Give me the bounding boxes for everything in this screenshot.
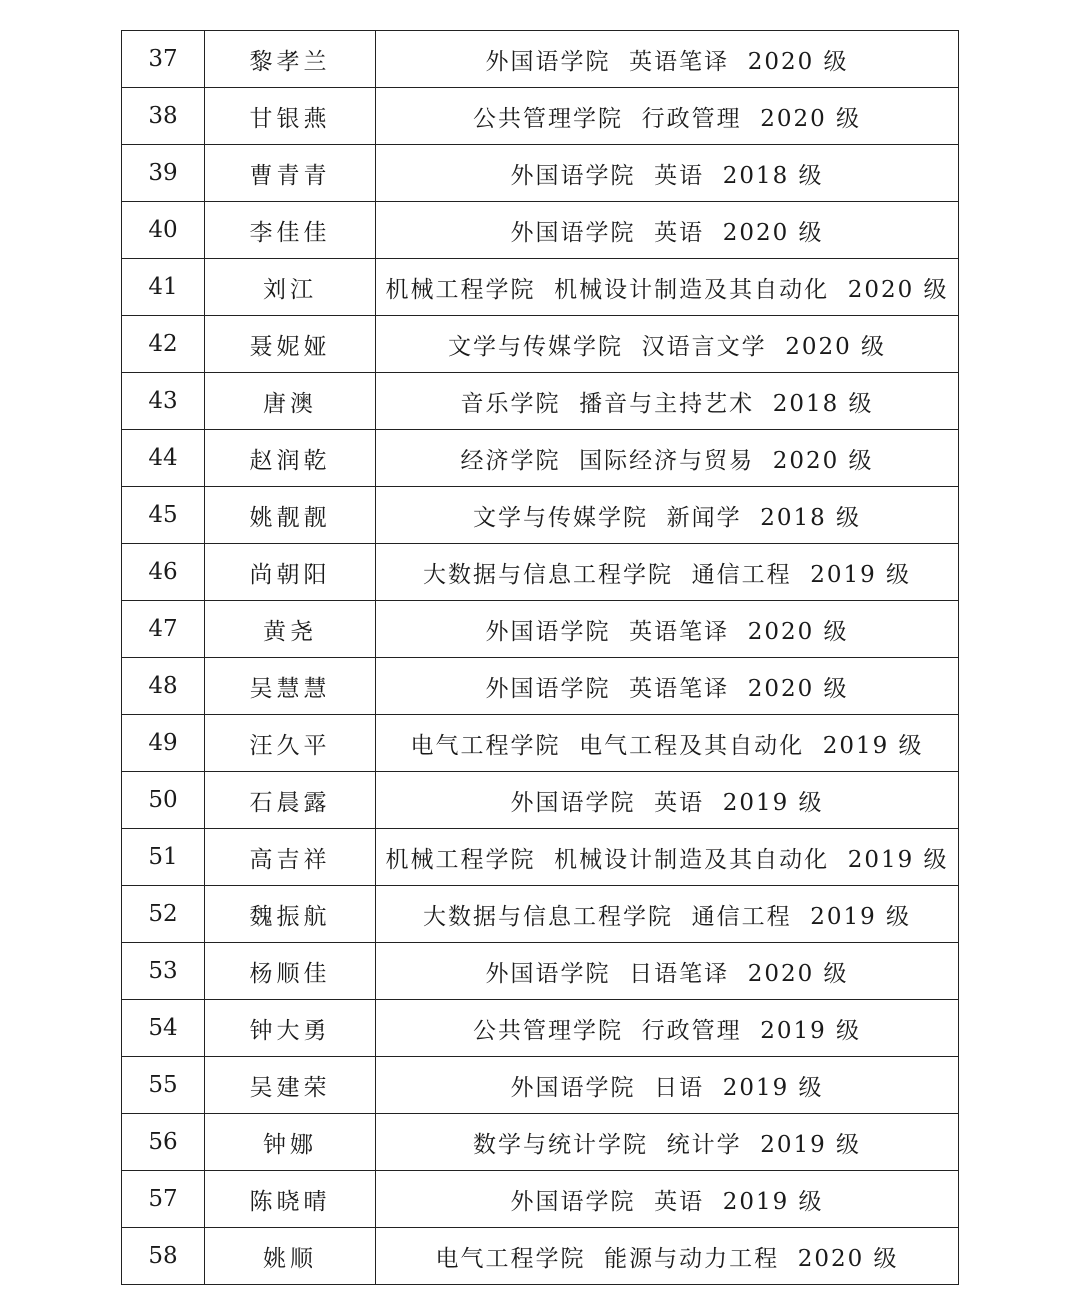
table-row (122, 373, 959, 430)
row-number-cell: 40 (122, 202, 205, 259)
row-number-cell: 46 (122, 544, 205, 601)
student-name-cell: 高吉祥 (205, 829, 376, 886)
row-number-cell: 57 (122, 1171, 205, 1228)
table-row (122, 772, 959, 829)
student-name-cell: 吴建荣 (205, 1057, 376, 1114)
student-name-cell: 曹青青 (205, 145, 376, 202)
college-major-grade-cell: 外国语学院 英语笔译 2020 级 (376, 601, 959, 658)
roster-table-body (122, 31, 959, 1285)
row-number-cell: 48 (122, 658, 205, 715)
row-number-cell: 52 (122, 886, 205, 943)
student-name-cell: 刘江 (205, 259, 376, 316)
college-major-grade-cell: 外国语学院 英语 2020 级 (376, 202, 959, 259)
student-name-cell: 钟娜 (205, 1114, 376, 1171)
row-number-cell: 37 (122, 31, 205, 88)
student-name-cell: 聂妮娅 (205, 316, 376, 373)
college-major-grade-cell: 电气工程学院 电气工程及其自动化 2019 级 (376, 715, 959, 772)
row-number-cell: 44 (122, 430, 205, 487)
student-name-cell: 吴慧慧 (205, 658, 376, 715)
college-major-grade-cell: 大数据与信息工程学院 通信工程 2019 级 (376, 886, 959, 943)
row-number-cell: 47 (122, 601, 205, 658)
student-name-cell: 汪久平 (205, 715, 376, 772)
student-name-cell: 唐澳 (205, 373, 376, 430)
row-number-cell: 51 (122, 829, 205, 886)
student-name-cell: 黄尧 (205, 601, 376, 658)
college-major-grade-cell: 外国语学院 日语笔译 2020 级 (376, 943, 959, 1000)
student-name-cell: 姚顺 (205, 1228, 376, 1285)
row-number-cell: 45 (122, 487, 205, 544)
student-name-cell: 魏振航 (205, 886, 376, 943)
table-row (122, 88, 959, 145)
college-major-grade-cell: 机械工程学院 机械设计制造及其自动化 2019 级 (376, 829, 959, 886)
table-row (122, 544, 959, 601)
table-row (122, 145, 959, 202)
table-row (122, 943, 959, 1000)
college-major-grade-cell: 文学与传媒学院 汉语言文学 2020 级 (376, 316, 959, 373)
student-name-cell: 黎孝兰 (205, 31, 376, 88)
row-number-cell: 49 (122, 715, 205, 772)
table-row (122, 1000, 959, 1057)
college-major-grade-cell: 机械工程学院 机械设计制造及其自动化 2020 级 (376, 259, 959, 316)
student-name-cell: 李佳佳 (205, 202, 376, 259)
row-number-cell: 55 (122, 1057, 205, 1114)
college-major-grade-cell: 电气工程学院 能源与动力工程 2020 级 (376, 1228, 959, 1285)
table-row (122, 1171, 959, 1228)
row-number-cell: 58 (122, 1228, 205, 1285)
table-row (122, 259, 959, 316)
student-roster-table (121, 30, 959, 1285)
college-major-grade-cell: 外国语学院 日语 2019 级 (376, 1057, 959, 1114)
student-name-cell: 赵润乾 (205, 430, 376, 487)
row-number-cell: 41 (122, 259, 205, 316)
row-number-cell: 53 (122, 943, 205, 1000)
row-number-cell: 43 (122, 373, 205, 430)
college-major-grade-cell: 经济学院 国际经济与贸易 2020 级 (376, 430, 959, 487)
student-name-cell: 陈晓晴 (205, 1171, 376, 1228)
student-name-cell: 杨顺佳 (205, 943, 376, 1000)
student-name-cell: 甘银燕 (205, 88, 376, 145)
row-number-cell: 39 (122, 145, 205, 202)
table-row (122, 886, 959, 943)
college-major-grade-cell: 音乐学院 播音与主持艺术 2018 级 (376, 373, 959, 430)
college-major-grade-cell: 外国语学院 英语笔译 2020 级 (376, 658, 959, 715)
college-major-grade-cell: 文学与传媒学院 新闻学 2018 级 (376, 487, 959, 544)
college-major-grade-cell: 公共管理学院 行政管理 2020 级 (376, 88, 959, 145)
table-row (122, 658, 959, 715)
row-number-cell: 56 (122, 1114, 205, 1171)
table-row (122, 1114, 959, 1171)
college-major-grade-cell: 外国语学院 英语 2018 级 (376, 145, 959, 202)
college-major-grade-cell: 公共管理学院 行政管理 2019 级 (376, 1000, 959, 1057)
table-row (122, 715, 959, 772)
college-major-grade-cell: 外国语学院 英语 2019 级 (376, 772, 959, 829)
table-row (122, 1057, 959, 1114)
student-name-cell: 石晨露 (205, 772, 376, 829)
college-major-grade-cell: 数学与统计学院 统计学 2019 级 (376, 1114, 959, 1171)
table-row (122, 601, 959, 658)
table-row (122, 829, 959, 886)
college-major-grade-cell: 外国语学院 英语 2019 级 (376, 1171, 959, 1228)
college-major-grade-cell: 大数据与信息工程学院 通信工程 2019 级 (376, 544, 959, 601)
table-row (122, 1228, 959, 1285)
row-number-cell: 54 (122, 1000, 205, 1057)
student-name-cell: 姚靓靓 (205, 487, 376, 544)
college-major-grade-cell: 外国语学院 英语笔译 2020 级 (376, 31, 959, 88)
table-row (122, 316, 959, 373)
row-number-cell: 42 (122, 316, 205, 373)
table-row (122, 31, 959, 88)
student-name-cell: 尚朝阳 (205, 544, 376, 601)
row-number-cell: 38 (122, 88, 205, 145)
table-row (122, 430, 959, 487)
table-row (122, 202, 959, 259)
table-row (122, 487, 959, 544)
row-number-cell: 50 (122, 772, 205, 829)
student-name-cell: 钟大勇 (205, 1000, 376, 1057)
